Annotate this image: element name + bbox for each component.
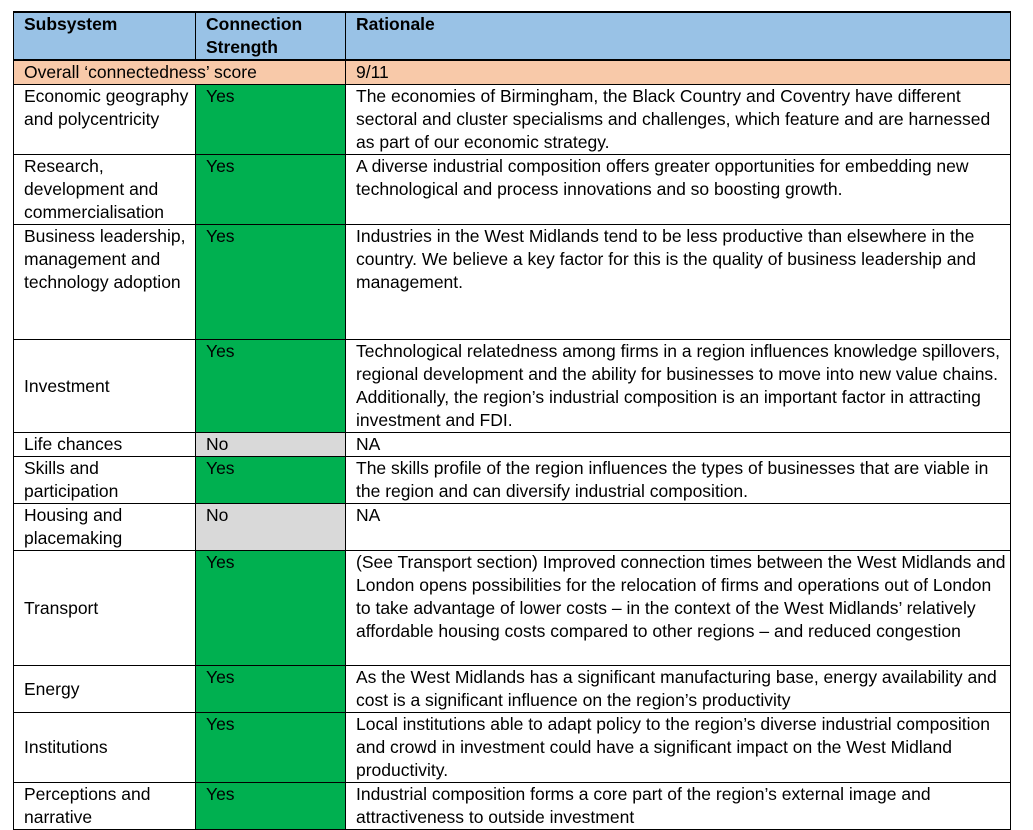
rationale-cell: A diverse industrial composition offers greater opportunities for embedding new technological and process innovations and so boosting growth.	[346, 155, 1011, 225]
strength-cell: Yes	[196, 666, 346, 713]
rationale-cell: As the West Midlands has a significant manufacturing base, energy availability and cost is a significant influence on the region’s productivity	[346, 666, 1011, 713]
subsystem-cell: Business leadership, management and technology adoption	[14, 225, 196, 340]
table-row	[14, 155, 1011, 225]
subsystem-cell: Economic geography and polycentricity	[14, 85, 196, 155]
table-header-row	[14, 12, 1011, 60]
table-row	[14, 783, 1011, 830]
strength-cell: Yes	[196, 551, 346, 666]
subsystem-cell: Energy	[14, 666, 196, 713]
header-connection-strength: Connection Strength	[196, 12, 346, 60]
table-row	[14, 713, 1011, 783]
strength-cell: Yes	[196, 340, 346, 433]
strength-cell: Yes	[196, 85, 346, 155]
subsystem-cell: Life chances	[14, 433, 196, 457]
rationale-cell: Technological relatedness among firms in a region influences knowledge spillovers, regional development and the ability for businesses to move into new value chains. Additionally, the region’s industrial composition is an important factor in attracting investment and FDI.	[346, 340, 1011, 433]
strength-cell: Yes	[196, 155, 346, 225]
subsystem-cell: Skills and participation	[14, 457, 196, 504]
header-rationale: Rationale	[346, 12, 1011, 60]
rationale-cell: (See Transport section) Improved connection times between the West Midlands and London opens possibilities for the relocation of firms and operations out of London to take advantage of lower costs – in the context of the West Midlands’ relatively affordable housing costs compared to other regions – and reduced congestion	[346, 551, 1011, 666]
rationale-cell: Industries in the West Midlands tend to be less productive than elsewhere in the country. We believe a key factor for this is the quality of business leadership and management.	[346, 225, 1011, 340]
strength-cell: No	[196, 504, 346, 551]
strength-cell: Yes	[196, 713, 346, 783]
subsystem-cell: Investment	[14, 340, 196, 433]
rationale-cell: NA	[346, 504, 1011, 551]
table-row	[14, 504, 1011, 551]
overall-score-value: 9/11	[346, 60, 1011, 85]
subsystem-cell: Research, development and commercialisation	[14, 155, 196, 225]
table-row	[14, 551, 1011, 666]
table-row	[14, 340, 1011, 433]
rationale-cell: NA	[346, 433, 1011, 457]
strength-cell: Yes	[196, 783, 346, 830]
rationale-cell: Local institutions able to adapt policy to the region’s diverse industrial composition and crowd in investment could have a significant impact on the West Midland productivity.	[346, 713, 1011, 783]
connectedness-table	[13, 11, 1011, 830]
rationale-cell: Industrial composition forms a core part of the region’s external image and attractiveness to outside investment	[346, 783, 1011, 830]
table-row	[14, 433, 1011, 457]
table-row	[14, 225, 1011, 340]
strength-cell: Yes	[196, 457, 346, 504]
table-row	[14, 666, 1011, 713]
rationale-cell: The economies of Birmingham, the Black Country and Coventry have different sectoral and cluster specialisms and challenges, which feature and are harnessed as part of our economic strategy.	[346, 85, 1011, 155]
subsystem-cell: Perceptions and narrative	[14, 783, 196, 830]
header-subsystem: Subsystem	[14, 12, 196, 60]
subsystem-cell: Institutions	[14, 713, 196, 783]
rationale-cell: The skills profile of the region influences the types of businesses that are viable in the region and can diversify industrial composition.	[346, 457, 1011, 504]
subsystem-cell: Transport	[14, 551, 196, 666]
overall-score-row	[14, 60, 1011, 85]
subsystem-cell: Housing and placemaking	[14, 504, 196, 551]
strength-cell: Yes	[196, 225, 346, 340]
overall-score-label: Overall ‘connectedness’ score	[14, 60, 346, 85]
table-row	[14, 85, 1011, 155]
strength-cell: No	[196, 433, 346, 457]
table-row	[14, 457, 1011, 504]
